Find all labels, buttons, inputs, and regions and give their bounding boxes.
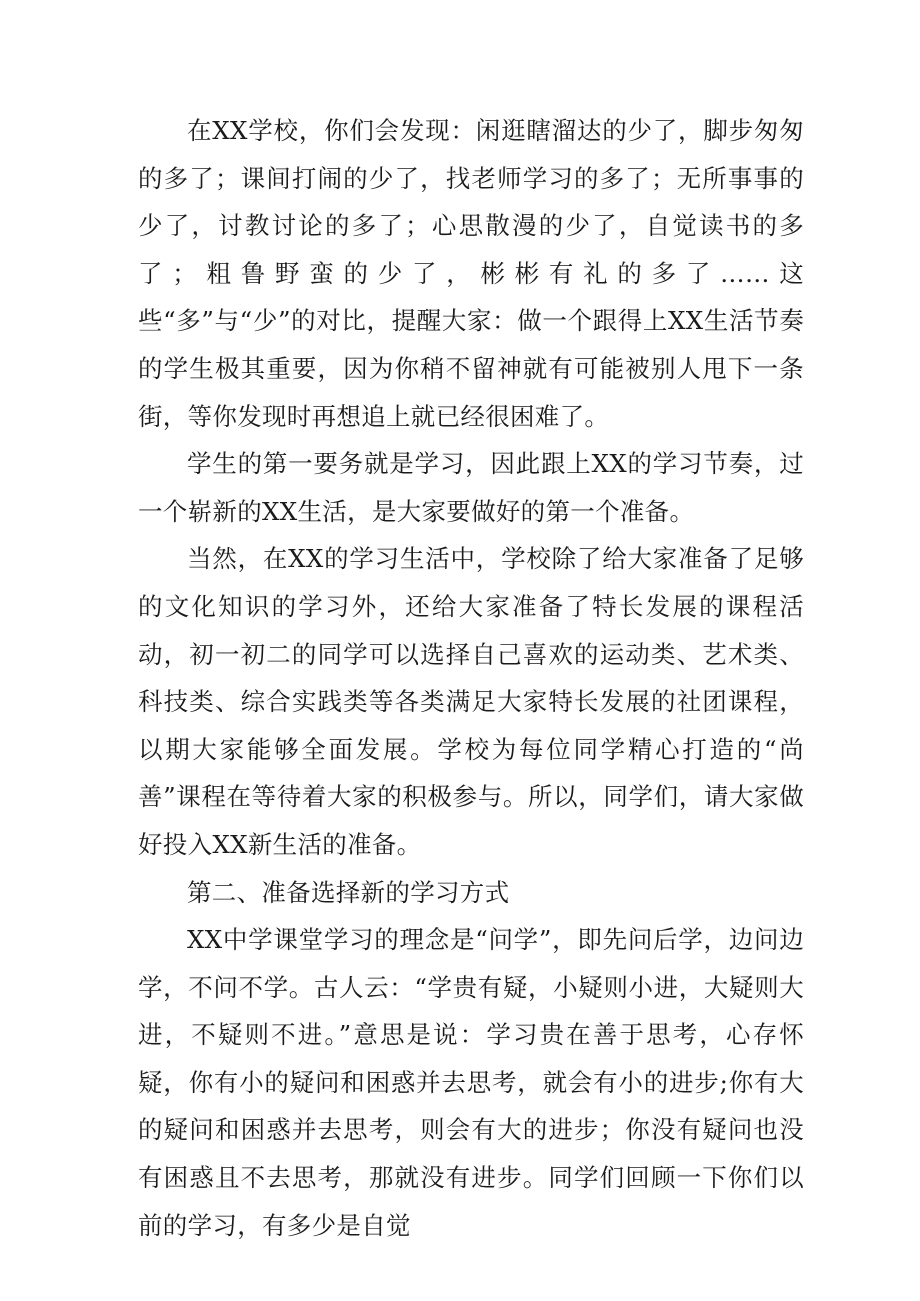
paragraph: XX中学课堂学习的理念是“问学”，即先问后学，边问边学，不问不学。古人云：“学贵有疑，小疑则小进，大疑则大进，不疑则不进。”意思是说：学习贵在善于思考，心存怀疑，你有小的疑问和困惑并去思考，就会有小的进步;你有大的疑问和困惑并去思考，则会有大的进步；你没有疑问也没有困惑且不去思考，那就没有进步。同学们回顾一下你们以前的学习，有多少是自觉: [138, 925, 804, 1240]
document-body: [138, 107, 804, 1249]
paragraph: 在XX学校，你们会发现：闲逛瞎溜达的少了，脚步匆匆的多了；课间打闹的少了，找老师学习的多了；无所事事的少了，讨教讨论的多了；心思散漫的少了，自觉读书的多了；粗鲁野蛮的少了，彬彬有礼的多了……这些“多”与“少”的对比，提醒大家：做一个跟得上XX生活节奏的学生极其重要，因为你稍不留神就有可能被别人甩下一条街，等你发现时再想追上就已经很困难了。: [138, 116, 804, 431]
paragraph: 当然，在XX的学习生活中，学校除了给大家准备了足够的文化知识的学习外，还给大家准备了特长发展的课程活动，初一初二的同学可以选择自己喜欢的运动类、艺术类、科技类、综合实践类等各类满足大家特长发展的社团课程，以期大家能够全面发展。学校为每位同学精心打造的“尚善”课程在等待着大家的积极参与。所以，同学们，请大家做好投入XX新生活的准备。: [138, 544, 804, 859]
section-heading: 第二、准备选择新的学习方式: [187, 877, 510, 907]
paragraph: 学生的第一要务就是学习，因此跟上XX的学习节奏，过一个崭新的XX生活，是大家要做好的第一个准备。: [138, 449, 804, 526]
